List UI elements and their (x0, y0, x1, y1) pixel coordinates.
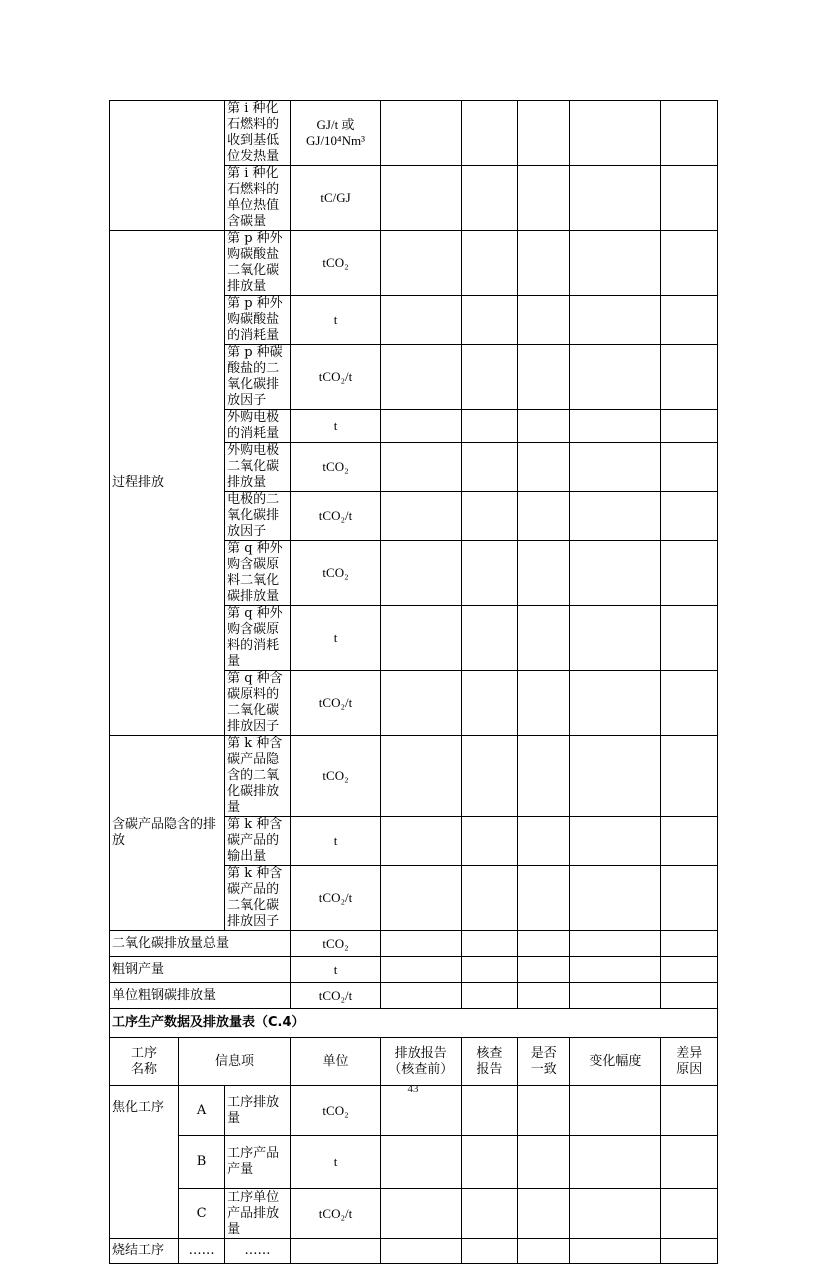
unit-cell (291, 101, 381, 166)
info-item: …… (225, 1239, 291, 1264)
info-item: 第 p 种碳酸盐的二氧化碳排放因子 (225, 345, 291, 410)
table-row (110, 931, 718, 957)
row-code: C (179, 1189, 225, 1239)
unit-cell: tCO₂/t (291, 1189, 381, 1239)
table-row (110, 983, 718, 1009)
header-line: 排放报告 (394, 1045, 447, 1061)
info-item: 电极的二氧化碳排放因子 (225, 492, 291, 541)
unit-cell: tCO₂ (291, 443, 381, 492)
unit-cell: tCO₂/t (291, 671, 381, 736)
info-item: 第 i 种化石燃料的单位热值含碳量 (225, 166, 291, 231)
info-item: 工序产品产量 (225, 1136, 291, 1189)
unit-cell: tCO₂ (291, 1086, 381, 1136)
total-label: 二氧化碳排放量总量 (110, 931, 291, 957)
header-line: 报告 (476, 1061, 503, 1077)
header-line: 核查 (476, 1045, 503, 1061)
row-code: B (179, 1136, 225, 1189)
header-line: （核查前） (388, 1061, 454, 1077)
table-row (110, 231, 718, 296)
total-label: 单位粗钢碳排放量 (110, 983, 291, 1009)
unit-cell: tCO₂ (291, 931, 381, 957)
group-process-emission: 过程排放 (110, 231, 225, 736)
header-unit: 单位 (291, 1038, 381, 1086)
table-row (110, 736, 718, 817)
header-line: 差异 (676, 1045, 703, 1061)
unit-cell: tCO₂/t (291, 866, 381, 931)
table-row (110, 101, 718, 166)
info-item: 第 q 种外购含碳原料二氧化碳排放量 (225, 541, 291, 606)
info-item: 第 k 种含碳产品的二氧化碳排放因子 (225, 866, 291, 931)
info-item: 外购电极的消耗量 (225, 410, 291, 443)
header-info: 信息项 (179, 1038, 291, 1086)
unit-line: GJ/10⁴Nm³ (306, 133, 365, 148)
header-report (381, 1038, 462, 1086)
info-item: 工序单位产品排放量 (225, 1189, 291, 1239)
header-verify (461, 1038, 518, 1086)
info-item: 第 p 种外购碳酸盐的消耗量 (225, 296, 291, 345)
verify-cell (461, 101, 518, 166)
info-item: 第 q 种外购含碳原料的消耗量 (225, 606, 291, 671)
header-line: 是否 (530, 1045, 557, 1061)
header-reason (661, 1038, 718, 1086)
header-change: 变化幅度 (570, 1038, 661, 1086)
process-sintering: 烧结工序 (110, 1239, 179, 1264)
group-product-emission: 含碳产品隐含的排放 (110, 736, 225, 931)
unit-cell: tCO₂ (291, 541, 381, 606)
info-item: 第 i 种化石燃料的收到基低位发热量 (225, 101, 291, 166)
info-item: 第 k 种含碳产品隐含的二氧化碳排放量 (225, 736, 291, 817)
row-code: A (179, 1086, 225, 1136)
report-cell (381, 101, 462, 166)
reason-cell (661, 101, 718, 166)
consistent-cell (518, 101, 570, 166)
unit-cell: t (291, 1136, 381, 1189)
info-item: 第 k 种含碳产品的输出量 (225, 817, 291, 866)
unit-line: GJ/t 或 (316, 117, 355, 132)
info-item: 第 q 种含碳原料的二氧化碳排放因子 (225, 671, 291, 736)
unit-cell: tCO₂/t (291, 345, 381, 410)
unit-cell: t (291, 957, 381, 983)
total-label: 粗钢产量 (110, 957, 291, 983)
info-item: 工序排放量 (225, 1086, 291, 1136)
unit-cell: t (291, 410, 381, 443)
unit-cell: tC/GJ (291, 166, 381, 231)
group-cell (110, 101, 225, 231)
unit-cell: t (291, 606, 381, 671)
header-line: 一致 (530, 1061, 557, 1077)
header-consistent (518, 1038, 570, 1086)
page-number: 43 (407, 1083, 419, 1095)
table-row (110, 957, 718, 983)
row-code: …… (179, 1239, 225, 1264)
change-cell (570, 101, 661, 166)
header-row (110, 1038, 718, 1086)
table-row (110, 1136, 718, 1189)
unit-cell: t (291, 817, 381, 866)
info-item: 第 p 种外购碳酸盐二氧化碳排放量 (225, 231, 291, 296)
unit-cell: tCO₂/t (291, 492, 381, 541)
header-line: 工序 (131, 1045, 158, 1061)
unit-cell: tCO₂/t (291, 983, 381, 1009)
process-coking: 焦化工序 (110, 1086, 179, 1239)
header-line: 原因 (676, 1061, 703, 1077)
table-row (110, 1189, 718, 1239)
unit-cell: tCO₂ (291, 736, 381, 817)
info-item: 外购电极二氧化碳排放量 (225, 443, 291, 492)
unit-cell: tCO₂ (291, 231, 381, 296)
section-title-row (110, 1009, 718, 1038)
header-process-name (110, 1038, 179, 1086)
header-line: 名称 (131, 1061, 158, 1077)
table-row (110, 1239, 718, 1264)
unit-cell: t (291, 296, 381, 345)
section-title: 工序生产数据及排放量表（C.4） (110, 1009, 718, 1038)
